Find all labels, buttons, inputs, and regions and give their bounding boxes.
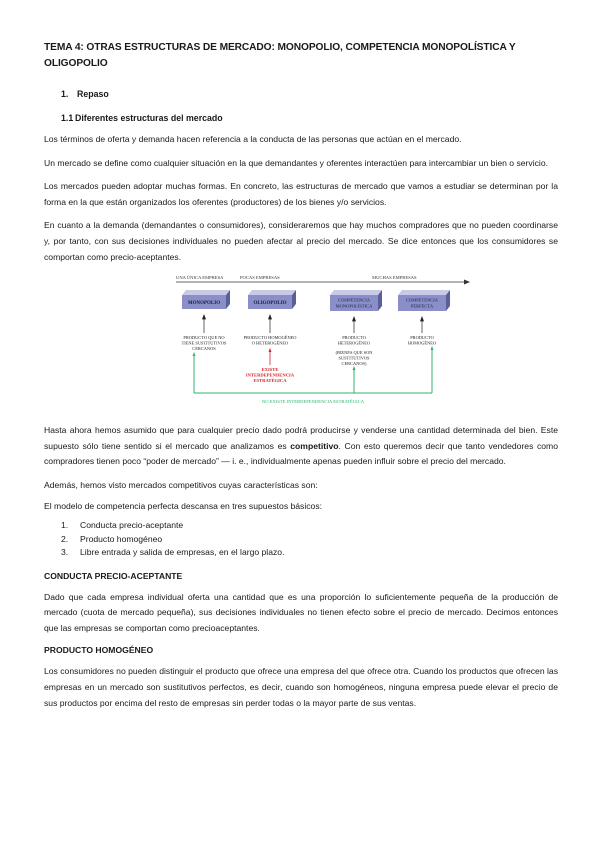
document-title: TEMA 4: OTRAS ESTRUCTURAS DE MERCADO: MONOPOLIO, COMPETENCIA MONOPOLÍSTICA Y OLIGOPOLIO (44, 42, 516, 69)
desc-comp-mono-1: PRODUCTO (342, 335, 366, 341)
box-monopolio (182, 290, 230, 309)
paragraph-caracteristicas: Además, hemos visto mercados competitivos cuyas características son: (44, 479, 318, 490)
subsection-label: Diferentes estructuras del mercado (75, 113, 223, 123)
list-number: 2. (61, 533, 69, 544)
market-structures-diagram (172, 273, 472, 411)
red-arrowhead (269, 348, 272, 352)
desc-comp-perfecta-2: HOMOGÉNEO (407, 340, 437, 346)
subsection-number: 1.1 (61, 113, 74, 123)
document-content (44, 40, 558, 719)
assumptions-list (44, 519, 558, 560)
paragraph-competitivo (44, 423, 558, 470)
desc-monopolio-2: TIENE SUSTITUTIVOS (181, 340, 227, 346)
list-number: 1. (61, 520, 69, 531)
competitivo-bold: competitivo (290, 440, 339, 451)
box-label-line1: COMPETENCIA (405, 297, 439, 303)
diagram-svg (172, 273, 472, 411)
paragraph-oferta-demanda: Los términos de oferta y demanda hacen referencia a la conducta de las personas que actúan en el mercado. (44, 134, 462, 144)
green-arrowhead-left (193, 352, 196, 356)
list-text: Conducta precio-aceptante (80, 520, 184, 531)
list-text: Producto homogéneo (80, 533, 163, 544)
interdependence-2: INTERDEPENDENCIA (245, 372, 295, 378)
paragraph-mercado-definicion: Un mercado se define como cualquier situación en la que demandantes y oferentes interactúen para intercambiar un bien o servicio. (44, 157, 548, 168)
substitutes-note-2: SUSTITUTIVOS (338, 355, 370, 361)
list-text: Libre entrada y salida de empresas, en el largo plazo. (80, 547, 285, 558)
substitutes-note-3: CERCANOS) (341, 361, 367, 367)
paragraph-supuestos: El modelo de competencia perfecta descansa en tres supuestos básicos: (44, 500, 323, 511)
desc-comp-mono-2: HETEROGÉNEO (337, 340, 371, 346)
heading-producto-homogeneo: PRODUCTO HOMOGÉNEO (44, 645, 154, 656)
list-item (44, 546, 558, 560)
paragraph-formas-mercado: Los mercados pueden adoptar muchas formas. En concreto, las estructuras de mercado que vamos a estudiar se determinan por la forma en la que están organizados los oferentes (productores) de los bienes y/o servicios. (44, 181, 558, 207)
competitivo-text-after: . Con esto queremos decir que tanto vendedores como compradores tienen poco “poder de mercado” — i. e., individualmente apenas pueden influir sobre el precio del mercado. (44, 440, 558, 467)
paragraph-demanda: En cuanto a la demanda (demandantes o consumidores), consideraremos que hay muchos compradores que no pueden coordinarse y, por tanto, con sus decisiones individuales no pueden afectar al precio del mercado. Se dice entonces que los consumidores se comportan como precio-aceptantes. (44, 220, 558, 262)
box-label-line2: PERFECTA (410, 303, 434, 309)
interdependence-3: ESTRATÉGICA (253, 378, 287, 384)
box-label: OLIGOPOLIO (253, 301, 287, 307)
list-item (44, 519, 558, 533)
arrowhead-monopolio (203, 315, 206, 319)
label-muchas-empresas: MUCHAS EMPRESAS (372, 275, 417, 281)
arrowhead-oligopolio (269, 315, 272, 319)
box-competencia-perfecta (398, 290, 450, 311)
desc-oligopolio-1: PRODUCTO HOMOGÉNEO (243, 335, 297, 341)
label-pocas-empresas: POCAS EMPRESAS (240, 275, 280, 281)
green-arrowhead-right (431, 346, 434, 350)
desc-monopolio-3: CERCANOS (192, 346, 216, 352)
box-top-face (248, 290, 296, 295)
box-top-face (330, 290, 382, 295)
list-number: 3. (61, 547, 69, 558)
substitutes-note-1: (BIENES QUE SON (335, 350, 373, 356)
no-interdependence-label: NO EXISTE INTERDEPENDENCIA ESTRATÉGICA (261, 399, 365, 405)
competitivo-text-before: Hasta ahora hemos asumido que para cualquier precio dado podrá producirse y venderse una cantidad determinada del bien. Este supuesto sólo tiene sentido si el mercado que analizamos es (44, 425, 558, 451)
arrowhead-competencia-monopolistica (353, 317, 356, 321)
paragraph-producto: Los consumidores no pueden distinguir el producto que ofrece una empresa del que ofrece otra. Cuando los productos que ofrecen las empresas en un mercado son sustitutivos perfectos, es decir, cuando son homogéneos, ninguna empresa puede elevar el precio de sus productos por encima del resto de empresas sin perder todas o la mayor parte de sus ventas. (44, 666, 558, 708)
firms-axis-arrowhead (464, 280, 470, 285)
section-label: Repaso (77, 89, 109, 99)
box-top-face (182, 290, 230, 295)
box-oligopolio (248, 290, 296, 309)
box-label: MONOPOLIO (187, 301, 221, 307)
desc-monopolio-1: PRODUCTO QUE NO (183, 335, 225, 341)
interdependence-1: EXISTE (261, 367, 279, 373)
arrowhead-competencia-perfecta (421, 317, 424, 321)
list-item (44, 533, 558, 547)
desc-oligopolio-2: O HETEROGÉNEO (251, 340, 289, 346)
subsection-heading (61, 112, 558, 124)
box-label-line2: MONOPOLÍSTICA (335, 303, 373, 309)
box-top-face (398, 290, 450, 295)
paragraph-conducta: Dado que cada empresa individual oferta una cantidad que es una proporción lo suficientemente pequeña de la producción de mercado (cuota de mercado pequeña), sus decisiones individuales no tienen efecto sobre el precio de mercado. Decimos entonces que las empresas se comportan como precioaceptantes. (44, 591, 558, 633)
green-arrowhead-middle (353, 366, 356, 370)
box-competencia-monopolistica (330, 290, 382, 311)
desc-comp-perfecta-1: PRODUCTO (410, 335, 434, 341)
label-una-empresa: UNA ÚNICA EMPRESA (176, 275, 224, 281)
box-label-line1: COMPETENCIA (337, 297, 371, 303)
section-heading-repaso (61, 88, 558, 100)
section-number: 1. (61, 89, 69, 99)
heading-conducta-precio-aceptante: CONDUCTA PRECIO-ACEPTANTE (44, 570, 183, 581)
